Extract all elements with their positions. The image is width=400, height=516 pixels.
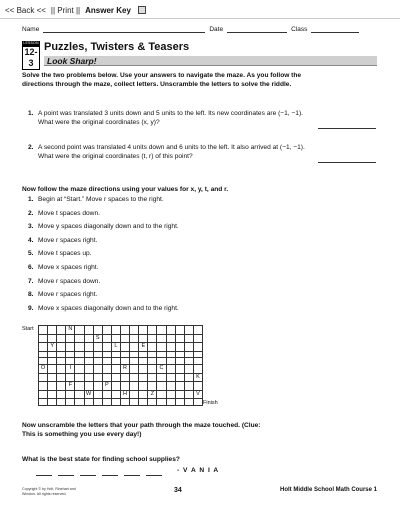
problem-text: A point was translated 3 units down and 5 units to the left. Its new coordinates are (−1, −1). What were the original coordinates (x, y)? [38,110,304,126]
maze-cell [103,343,112,352]
maze-cell [139,365,148,374]
maze-cell [130,335,139,344]
name-date-class-row [22,26,377,33]
maze-cell [48,399,57,406]
maze-letter-cell: H [121,391,130,400]
maze-cell [194,399,203,406]
maze-cell [176,352,185,359]
maze-grid [38,325,203,406]
answer-blank[interactable] [36,469,52,476]
unscramble-instructions: Now unscramble the letters that your path through the maze touched. (Clue: This is something you use every day!) [22,422,261,438]
maze-cell [167,352,176,359]
maze-cell [157,352,166,359]
maze-cell [75,352,84,359]
maze-cell [75,399,84,406]
class-label: Class [291,26,308,33]
maze-cell [39,358,48,365]
maze-cell [167,335,176,344]
maze-cell [121,382,130,391]
answer-blank[interactable] [102,469,118,476]
maze-start-label: Start [22,326,34,332]
maze-cell [148,335,157,344]
maze-cell [75,343,84,352]
page-number: 34 [174,487,182,494]
maze-cell [94,365,103,374]
maze-cell [66,374,75,383]
maze-cell [185,374,194,383]
maze-cell [121,343,130,352]
maze-cell [94,343,103,352]
maze-cell [94,358,103,365]
maze-cell [75,326,84,335]
maze-cell [75,358,84,365]
page-title: Puzzles, Twisters & Teasers [44,41,190,53]
maze-cell [75,382,84,391]
maze-letter-cell: L [112,343,121,352]
back-link[interactable]: << Back << [5,5,46,15]
maze-letter-cell: F [66,382,75,391]
maze-cell [85,399,94,406]
answer-blanks [36,469,162,476]
maze-cell [121,374,130,383]
maze-cell [85,365,94,374]
name-line [43,26,205,33]
answer-blank[interactable] [58,469,74,476]
maze-cell [57,358,66,365]
maze-cell [85,335,94,344]
maze-cell [85,374,94,383]
problem-text: A second point was translated 4 units down and 6 units to the left. It also arrived at (−1, −1). What were the original coordinates (t, r) of this point? [38,144,305,160]
maze-cell [167,326,176,335]
name-label: Name [22,26,40,33]
maze-cell [57,374,66,383]
maze-cell [194,343,203,352]
maze-cell [39,326,48,335]
maze-cell [148,343,157,352]
maze-cell [167,358,176,365]
maze-cell [157,335,166,344]
maze-cell [94,382,103,391]
maze-cell [103,352,112,359]
maze-cell [130,365,139,374]
maze-cell [103,326,112,335]
maze-cell [157,391,166,400]
maze-cell [39,391,48,400]
maze-cell [176,335,185,344]
maze-letter-cell: I [66,365,75,374]
maze-cell [194,365,203,374]
answer-line[interactable] [318,162,376,163]
maze-cell [66,391,75,400]
maze-cell [75,374,84,383]
instructions: Solve the two problems below. Use your answers to navigate the maze. As you follow the directions through the maze, collect letters. Unscramble the letters to solve the riddle. [22,72,302,88]
class-line [311,26,359,33]
maze-cell [130,399,139,406]
maze-cell [176,365,185,374]
maze-cell [94,391,103,400]
maze-cell [176,382,185,391]
maze-cell [121,352,130,359]
date-label: Date [209,26,224,33]
maze-cell [130,326,139,335]
maze-cell [94,374,103,383]
answer-suffix: - V A N I A [177,467,220,474]
maze-cell [48,374,57,383]
maze-cell [194,382,203,391]
nav-divider [0,18,400,19]
maze-cell [39,343,48,352]
maze-cell [112,335,121,344]
maze-letter-cell: P [103,382,112,391]
maze-cell [66,352,75,359]
answer-line[interactable] [318,128,376,129]
maze-cell [167,343,176,352]
problem-number: 1. [28,110,34,117]
maze-cell [85,326,94,335]
maze-cell [103,358,112,365]
answer-blank[interactable] [124,469,140,476]
maze-cell [103,374,112,383]
maze-finish-label: Finish [203,400,218,406]
maze-letter-cell: K [194,374,203,383]
maze-cell [103,399,112,406]
maze-cell [176,399,185,406]
maze-cell [39,374,48,383]
maze-cell [157,326,166,335]
maze-cell [66,343,75,352]
maze-cell [75,391,84,400]
maze-cell [103,391,112,400]
maze-cell [148,365,157,374]
maze-letter-cell: Y [48,343,57,352]
maze-cell [57,391,66,400]
maze-cell [57,352,66,359]
maze-cell [112,352,121,359]
maze-cell [185,352,194,359]
maze-cell [112,326,121,335]
maze-cell [139,374,148,383]
maze-cell [167,391,176,400]
copyright: Copyright © by Holt, Rinehart and Winston. All rights reserved. [22,487,76,496]
maze-cell [39,335,48,344]
maze-letter-cell: E [139,343,148,352]
maze-cell [157,358,166,365]
maze-cell [139,399,148,406]
maze-cell [112,399,121,406]
maze-cell [66,399,75,406]
page-subtitle: Look Sharp! [47,56,97,66]
maze-cell [139,358,148,365]
maze-cell [148,358,157,365]
maze-cell [48,352,57,359]
maze-cell [194,358,203,365]
maze-cell [157,399,166,406]
lesson-tag: LESSON [23,41,39,45]
maze-cell [66,358,75,365]
maze-cell [139,335,148,344]
maze-cell [139,326,148,335]
maze-cell [121,399,130,406]
maze-cell [185,343,194,352]
maze-cell [176,374,185,383]
maze-cell [185,358,194,365]
maze-letter-cell: V [194,391,203,400]
maze-cell [85,343,94,352]
maze-cell [112,374,121,383]
maze-letter-cell: N [66,326,75,335]
maze-cell [94,326,103,335]
maze-cell [66,335,75,344]
maze-cell [130,391,139,400]
answer-blank[interactable] [80,469,96,476]
maze-cell [130,343,139,352]
maze [22,322,222,408]
lesson-number: 12-3 [22,46,40,70]
maze-cell [167,399,176,406]
maze-cell [130,352,139,359]
maze-cell [85,382,94,391]
date-line [227,26,287,33]
maze-cell [167,382,176,391]
maze-cell [194,326,203,335]
maze-cell [148,399,157,406]
maze-cell [48,358,57,365]
maze-cell [176,326,185,335]
maze-cell [185,335,194,344]
problem-1 [22,110,377,136]
maze-cell [157,382,166,391]
maze-cell [48,326,57,335]
course-label: Holt Middle School Math Course 1 [279,487,377,493]
maze-cell [121,335,130,344]
maze-cell [85,358,94,365]
maze-cell [121,326,130,335]
maze-cell [176,391,185,400]
maze-cell [112,391,121,400]
riddle-question: What is the best state for finding school supplies? [22,456,180,463]
maze-cell [157,374,166,383]
maze-cell [121,358,130,365]
maze-cell [39,352,48,359]
maze-cell [57,335,66,344]
maze-cell [194,352,203,359]
maze-cell [112,358,121,365]
maze-cell [103,335,112,344]
maze-letter-cell: R [121,365,130,374]
maze-letter-cell: W [85,391,94,400]
maze-cell [57,399,66,406]
maze-cell [185,326,194,335]
maze-cell [85,352,94,359]
maze-cell [48,335,57,344]
answer-blank[interactable] [146,469,162,476]
maze-cell [185,391,194,400]
maze-cell [139,352,148,359]
maze-cell [167,374,176,383]
nav-bar [5,3,146,17]
problem-2 [22,144,377,170]
maze-cell [112,382,121,391]
maze-cell [157,343,166,352]
maze-cell [57,326,66,335]
maze-cell [176,343,185,352]
maze-instructions: Now follow the maze directions using your values for x, y, t, and r. [22,186,229,193]
maze-cell [39,382,48,391]
maze-cell [148,352,157,359]
maze-letter-cell: S [94,335,103,344]
print-link[interactable]: || Print || [50,5,81,15]
maze-letter-cell: C [157,365,166,374]
maze-cell [57,343,66,352]
maze-cell [130,358,139,365]
maze-cell [148,382,157,391]
answer-key-link[interactable]: Answer Key [85,5,131,15]
maze-cell [185,365,194,374]
maze-cell [112,365,121,374]
maze-cell [75,365,84,374]
maze-letter-cell: O [39,365,48,374]
maze-cell [148,374,157,383]
maze-cell [57,382,66,391]
maze-cell [139,382,148,391]
maze-cell [39,399,48,406]
maze-cell [94,352,103,359]
maze-cell [148,326,157,335]
maze-cell [194,335,203,344]
maze-cell [139,391,148,400]
maze-cell [167,365,176,374]
maze-cell [48,382,57,391]
maze-letter-cell: Z [148,391,157,400]
maze-cell [185,399,194,406]
maze-cell [185,382,194,391]
maze-cell [48,365,57,374]
answer-key-icon[interactable] [138,6,146,14]
maze-cell [75,335,84,344]
maze-cell [57,365,66,374]
maze-cell [94,399,103,406]
maze-cell [176,358,185,365]
page-footer [22,485,377,499]
maze-cell [130,382,139,391]
maze-cell [130,374,139,383]
maze-cell [48,391,57,400]
maze-cell [103,365,112,374]
lesson-badge [22,41,40,70]
problem-number: 2. [28,144,34,151]
